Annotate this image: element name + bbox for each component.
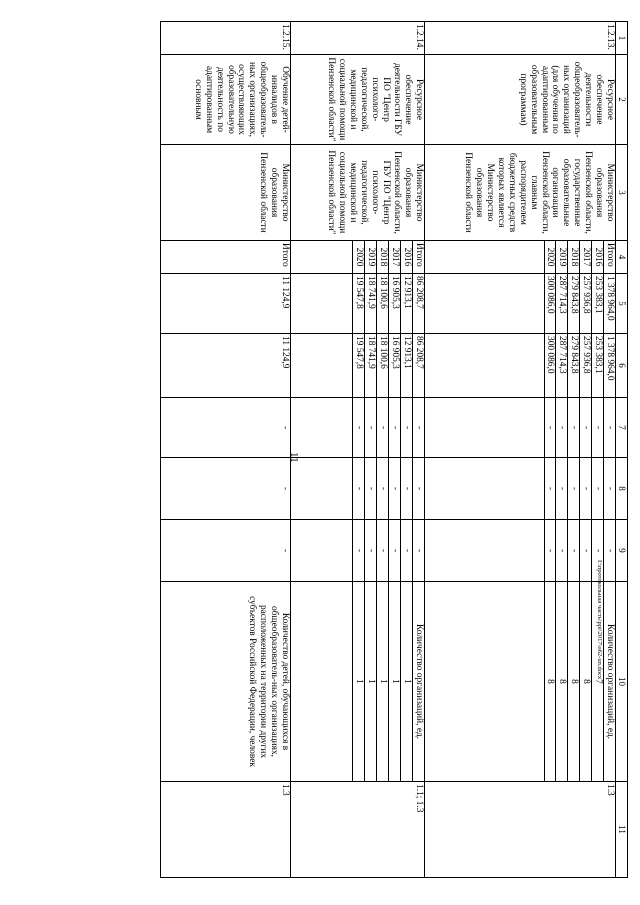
total-c6: 86 208,7 (412, 334, 424, 398)
year: 2017 (388, 241, 400, 274)
year-c7: - (376, 398, 388, 458)
year-c10: 1 (376, 582, 388, 782)
item-executor: Министерство образования Пензенской области, государственные образовательные организации Пензенской области, главным распорядителем бюджетных средств которых является Министерство образования Пензенской области (424, 145, 615, 241)
indicator-name: Количество детей, обучающихся в общеобразователь-ных организациях, расположенных на территории других субъектов Российской Федерации, человек (161, 582, 291, 782)
col-header: 9 (616, 520, 628, 582)
col-header: 11 (616, 782, 628, 878)
item-number: 1.2.13. (424, 22, 615, 55)
year-c6: 300 086,0 (544, 334, 556, 398)
year-c10: 8 (556, 582, 568, 782)
year: 2020 (544, 241, 556, 274)
year-c9: - (592, 520, 604, 582)
year-c9: - (353, 520, 365, 582)
year-c5: 16 905,3 (388, 274, 400, 334)
task-ref: 1.1; 1.3 (291, 782, 424, 878)
year-c10: 8 (568, 582, 580, 782)
total-label: Итого (412, 241, 424, 274)
year-c5: 253 383,1 (592, 274, 604, 334)
year-c9: - (400, 520, 412, 582)
total-c9: - (604, 520, 616, 582)
year: 2020 (353, 241, 365, 274)
year-c7: - (592, 398, 604, 458)
rotated-table-page (60, 21, 628, 877)
spacer-cell (424, 582, 544, 782)
spacer-cell (424, 520, 544, 582)
year: 2016 (592, 241, 604, 274)
year-c8: - (544, 458, 556, 520)
year-c6: 18 100,6 (376, 334, 388, 398)
col-header: 1 (616, 22, 628, 55)
spacer-cell (291, 582, 353, 782)
year-c10: 7 (592, 582, 604, 782)
total-c9: - (412, 520, 424, 582)
total-c7: - (412, 398, 424, 458)
year-c5: 19 547,8 (353, 274, 365, 334)
year-c7: - (388, 398, 400, 458)
total-c6: 11 124,9 (161, 334, 291, 398)
year-c6: 18 741,9 (365, 334, 377, 398)
program-table (160, 21, 628, 878)
year-c10: 1 (365, 582, 377, 782)
task-ref: 1.3 (424, 782, 615, 878)
table-row (604, 22, 616, 878)
year-c8: - (592, 458, 604, 520)
year-c10: 1 (388, 582, 400, 782)
col-header: 4 (616, 241, 628, 274)
year-c6: 287 714,3 (556, 334, 568, 398)
total-c5: 11 124,9 (161, 274, 291, 334)
spacer-cell (291, 241, 353, 274)
year-c9: - (568, 520, 580, 582)
item-executor: Министерство образования Пензенской области, ГБУ ПО "Центр психолого-педагогической, медицинской и социальной помощи Пензенской области" (291, 145, 424, 241)
year-c8: - (400, 458, 412, 520)
col-header: 10 (616, 582, 628, 782)
year-c8: - (376, 458, 388, 520)
year-c7: - (400, 398, 412, 458)
year-c9: - (388, 520, 400, 582)
total-c8: - (604, 458, 616, 520)
year-c6: 253 383,1 (592, 334, 604, 398)
year-c7: - (556, 398, 568, 458)
total-c9: - (161, 520, 291, 582)
year-c5: 18 100,6 (376, 274, 388, 334)
col-header: 8 (616, 458, 628, 520)
header-row (616, 22, 628, 878)
table-row (412, 22, 424, 878)
item-name: Обучение детей-инвалидов в общеобразователь-ных организациях, осуществляющих образовательную деятельность по адаптированным основным (161, 55, 291, 145)
task-ref: 1.3 (161, 782, 291, 878)
year-c6: 257 936,8 (580, 334, 592, 398)
year-c5: 12 913,1 (400, 274, 412, 334)
page-number: 11 (288, 452, 300, 463)
year-c6: 279 843,8 (568, 334, 580, 398)
col-header: 3 (616, 145, 628, 241)
year-c6: 16 905,3 (388, 334, 400, 398)
total-label: Итого (604, 241, 616, 274)
total-c8: - (161, 458, 291, 520)
year-c9: - (556, 520, 568, 582)
col-header: 5 (616, 274, 628, 334)
spacer-cell (291, 398, 353, 458)
year-c8: - (353, 458, 365, 520)
total-c5: 86 208,7 (412, 274, 424, 334)
year: 2018 (568, 241, 580, 274)
year-c9: - (544, 520, 556, 582)
spacer-cell (424, 398, 544, 458)
table-row (161, 22, 291, 878)
spacer-cell (424, 241, 544, 274)
year-c5: 287 714,3 (556, 274, 568, 334)
year: 2019 (365, 241, 377, 274)
year-c5: 18 741,9 (365, 274, 377, 334)
total-c8: - (412, 458, 424, 520)
total-c7: - (604, 398, 616, 458)
year-c6: 19 547,8 (353, 334, 365, 398)
year: 2016 (400, 241, 412, 274)
year-c9: - (365, 520, 377, 582)
year-c10: 8 (544, 582, 556, 782)
year-c5: 300 086,0 (544, 274, 556, 334)
year-c7: - (365, 398, 377, 458)
year-c7: - (580, 398, 592, 458)
year-c7: - (544, 398, 556, 458)
col-header: 7 (616, 398, 628, 458)
year-c9: - (580, 520, 592, 582)
year-c10: 1 (353, 582, 365, 782)
footer-file-path: I:\протокольная часть\ppi\2017\o62-un.docx (596, 560, 603, 680)
total-label: Итого (161, 241, 291, 274)
col-header: 2 (616, 55, 628, 145)
spacer-cell (291, 334, 353, 398)
spacer-cell (424, 458, 544, 520)
col-header: 6 (616, 334, 628, 398)
spacer-cell (424, 334, 544, 398)
item-executor: Министерство образования Пензенской области (161, 145, 291, 241)
spacer-cell (424, 274, 544, 334)
total-c5: 1 378 964,0 (604, 274, 616, 334)
year: 2018 (376, 241, 388, 274)
year: 2017 (580, 241, 592, 274)
total-c7: - (161, 398, 291, 458)
indicator-name: Количество организаций, ед. (412, 582, 424, 782)
item-name: Ресурсное обеспечение деятельности ГБУ ПО "Центр психолого-педагогической, медицинской и социальной помощи Пензенской области" (291, 55, 424, 145)
item-number: 1.2.14. (291, 22, 424, 55)
year: 2019 (556, 241, 568, 274)
year-c10: 8 (580, 582, 592, 782)
year-c8: - (580, 458, 592, 520)
year-c6: 12 913,1 (400, 334, 412, 398)
spacer-cell (291, 274, 353, 334)
spacer-cell (291, 520, 353, 582)
total-c6: 1 378 964,0 (604, 334, 616, 398)
year-c5: 257 936,8 (580, 274, 592, 334)
indicator-name: Количество организаций, ед. (604, 582, 616, 782)
item-number: 1.2.15. (161, 22, 291, 55)
year-c9: - (376, 520, 388, 582)
year-c5: 279 843,8 (568, 274, 580, 334)
item-name: Ресурсное обеспечение деятельности общеобразователь-ных организаций (для обучения по адаптированным образовательным программам) (424, 55, 615, 145)
year-c7: - (353, 398, 365, 458)
year-c10: 1 (400, 582, 412, 782)
year-c8: - (556, 458, 568, 520)
year-c7: - (568, 398, 580, 458)
year-c8: - (568, 458, 580, 520)
year-c8: - (388, 458, 400, 520)
year-c8: - (365, 458, 377, 520)
spacer-cell (291, 458, 353, 520)
